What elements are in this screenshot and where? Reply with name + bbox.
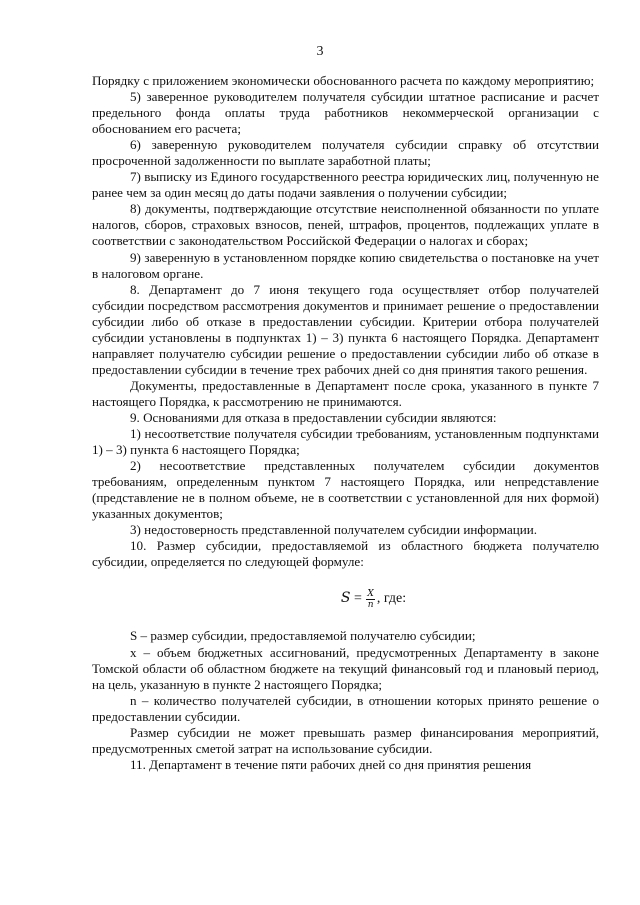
paragraph: 11. Департамент в течение пяти рабочих дней со дня принятия решения xyxy=(130,756,532,772)
formula-numerator: X xyxy=(367,588,374,599)
formula-lhs: S xyxy=(340,590,351,607)
paragraph: S – размер субсидии, предоставляемой получателю субсидии; xyxy=(130,628,476,644)
document-body xyxy=(92,73,599,773)
paragraph: 7) выписку из Единого государственного реестра юридических лиц, полученную не ранее чем за один месяц до даты подачи заявления о получении субсидии; xyxy=(92,169,599,201)
paragraph: 1) несоответствие получателя субсидии требованиям, установленным подпунктами 1) – 3) пункта 6 настоящего Порядка; xyxy=(92,426,599,458)
paragraph: n – количество получателей субсидии, в отношении которых принято решение о предоставлении субсидии. xyxy=(92,692,599,724)
formula-fraction xyxy=(366,589,374,610)
paragraph: Порядку с приложением экономически обоснованного расчета по каждому мероприятию; xyxy=(92,73,595,88)
paragraph: 3) недостоверность представленной получателем субсидии информации. xyxy=(130,522,538,538)
paragraph: 9) заверенную в установленном порядке копию свидетельства о постановке на учет в налоговом органе. xyxy=(92,249,599,281)
paragraph: 10. Размер субсидии, предоставляемой из областного бюджета получателю субсидии, определяется по следующей формуле: xyxy=(92,538,599,570)
page-number: 3 xyxy=(316,44,324,59)
formula-suffix: , где: xyxy=(376,591,407,607)
paragraph: Размер субсидии не может превышать размер финансирования мероприятий, предусмотренных сметой затрат на использование субсидии. xyxy=(92,724,599,756)
formula-denominator: n xyxy=(367,599,374,610)
formula-equals: = xyxy=(353,591,362,607)
paragraph: 6) заверенную руководителем получателя субсидии справку об отсутствии просроченной задолженности по выплате заработной платы; xyxy=(92,137,599,169)
paragraph: Документы, предоставленные в Департамент после срока, указанного в пункте 7 настоящего Порядка, к рассмотрению не принимаются. xyxy=(92,377,599,409)
paragraph: 5) заверенное руководителем получателя субсидии штатное расписание и расчет предельного фонда оплаты труда работников некоммерческой организации с обоснованием его расчета; xyxy=(92,89,599,137)
subsidy-formula xyxy=(92,586,599,611)
paragraph: x – объем бюджетных ассигнований, предусмотренных Департаменту в законе Томской области об областном бюджете на текущий финансовый год и плановый период, на цель, указанную в пункте 2 настоящего Порядка; xyxy=(92,644,599,692)
paragraph: 2) несоответствие представленных получателем субсидии документов требованиям, определенным пунктом 7 настоящего Порядка, или непредставление (представление не в полном объеме, не в соответствии с установленной для них формой) указанных документов; xyxy=(92,458,599,522)
paragraph: 8) документы, подтверждающие отсутствие неисполненной обязанности по уплате налогов, сборов, страховых взносов, пеней, штрафов, процентов, подлежащих уплате в соответствии с законодательством Российской Федерации о налогах и сборах; xyxy=(92,201,599,249)
paragraph: 9. Основаниями для отказа в предоставлении субсидии являются: xyxy=(130,409,497,425)
paragraph: 8. Департамент до 7 июня текущего года осуществляет отбор получателей субсидии посредством рассмотрения документов и принимает решение о предоставлении субсидии либо об отказе в предоставлении субсидии. Критерии отбора получателей субсидии установлены в подпунктах 1) – 3) пункта 6 настоящего Порядка. Департамент направляет получателю субсидии решение о предоставлении субсидии либо об отказе в предоставлении субсидии в течение трех рабочих дней со дня принятия такого решения. xyxy=(92,281,599,377)
